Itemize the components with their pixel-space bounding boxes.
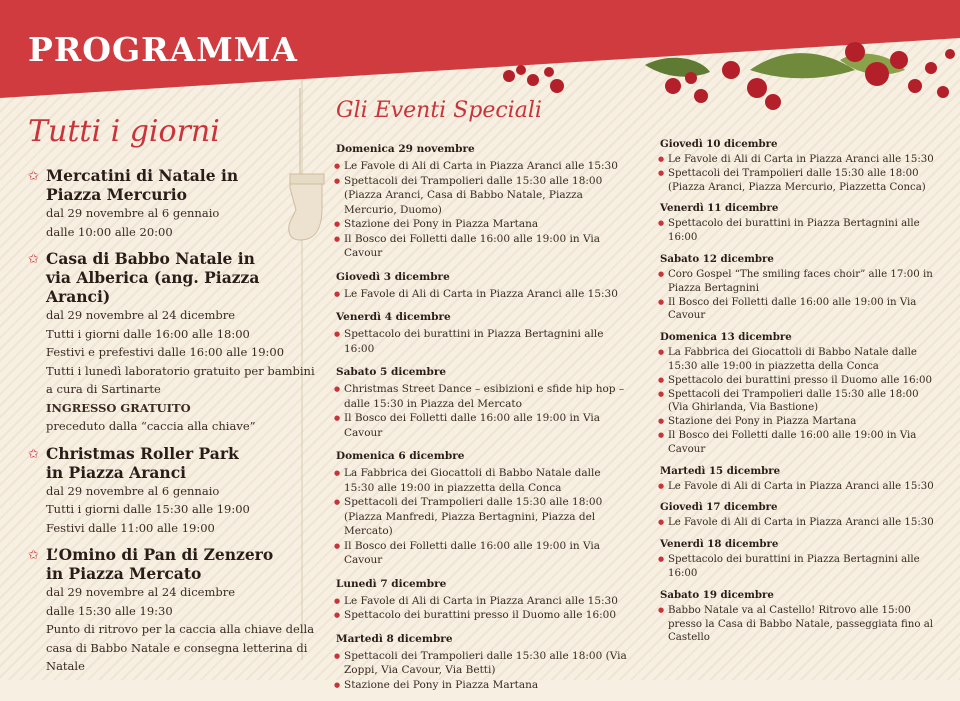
star-bullet-icon: ✩ — [28, 169, 39, 184]
day-block: Martedì 8 dicembre ● Spettacoli dei Trampolieri dalle 15:30 alle 18:00 (Via Zoppi, Via Cavour, Via Betti) ● Stazione dei Pony in Piazza Martana — [336, 632, 632, 693]
day-block: Martedì 15 dicembre ● Le Favole di Ali di Carta in Piazza Aranci alle 15:30 — [660, 465, 935, 494]
day-block: Lunedì 7 dicembre ● Le Favole di Ali di Carta in Piazza Aranci alle 15:30 ● Spettacolo dei burattini presso il Duomo alle 16:00 — [336, 577, 632, 623]
day-block: Domenica 6 dicembre ● La Fabbrica dei Giocattoli di Babbo Natale dalle 15:30 alle 19:00 in piazzetta della Conca ● Spettacoli dei Trampolieri dalle 15:30 alle 18:00 (Piazza Manfredi, Piazza Bertagnini, Piazza del Mercato) ● Il Bosco dei Folletti dalle 16:00 alle 19:00 in Via Cavour — [336, 449, 632, 568]
special-events-column-1 — [336, 142, 632, 701]
day-block: Sabato 12 dicembre ● Coro Gospel “The smiling faces choir” alle 17:00 in Piazza Bertagnini ● Il Bosco dei Folletti dalle 16:00 alle 19:00 in Via Cavour — [660, 253, 935, 323]
day-block: Domenica 13 dicembre ● La Fabbrica dei Giocattoli di Babbo Natale dalle 15:30 alle 19:00 in piazzetta della Conca ● Spettacolo dei burattini presso il Duomo alle 16:00 ● Spettacoli dei Trampolieri dalle 15:30 alle 18:00 (Via Ghirlanda, Via Bastione) ● Stazione dei Pony in Piazza Martana ● Il Bosco dei Folletti dalle 16:00 alle 19:00 in Via Cavour — [660, 331, 935, 456]
day-block: Giovedì 10 dicembre ● Le Favole di Ali di Carta in Piazza Aranci alle 15:30 ● Spettacoli dei Trampolieri dalle 15:30 alle 18:00 (Piazza Aranci, Piazza Mercurio, Piazzetta Conca) — [660, 138, 935, 194]
list-item: ✩ Casa di Babbo Natale in via Alberica (ang. Piazza Aranci) dal 29 novembre al 24 dicembre Tutti i giorni dalle 16:00 alle 18:00 Festivi e prefestivi dalle 16:00 alle 19:00 Tutti i lunedì laboratorio gratuito per bambini a cura di Sartinarte INGRESSO GRATUITO preceduto dalla “caccia alla chiave” — [28, 249, 315, 433]
holly-berries-icon — [495, 40, 960, 120]
day-block: Venerdì 18 dicembre ● Spettacolo dei burattini in Piazza Bertagnini alle 16:00 — [660, 538, 935, 581]
star-bullet-icon: ✩ — [28, 446, 39, 462]
list-item: ✩ Christmas Roller Park in Piazza Aranci dal 29 novembre al 6 gennaio Tutti i giorni dalle 15:30 alle 19:00 Festivi dalle 11:00 alle 19:00 — [28, 443, 250, 535]
star-bullet-icon: ✩ — [28, 548, 39, 563]
day-block: Domenica 29 novembre ● Le Favole di Ali di Carta in Piazza Aranci alle 15:30 ● Spettacoli dei Trampolieri dalle 15:30 alle 18:00 (Piazza Aranci, Casa di Babbo Natale, Piazza Mercurio, Duomo) ● Stazione dei Pony in Piazza Martana ● Il Bosco dei Folletti dalle 16:00 alle 19:00 in Via Cavour — [336, 142, 632, 261]
list-item: ✩ L’Omino di Pan di Zenzero in Piazza Mercato dal 29 novembre al 24 dicembre dalle 15:30 alle 19:30 Punto di ritrovo per la caccia alla chiave della casa di Babbo Natale e consegna letterina di Natale — [28, 545, 315, 673]
day-block: Sabato 19 dicembre ● Babbo Natale va al Castello! Ritrovo alle 15:00 presso la Casa di Babbo Natale, passeggiata fino al Castello — [660, 589, 935, 645]
page-title: PROGRAMMA — [28, 30, 298, 69]
section-heading-daily: Tutti i giorni — [28, 114, 220, 149]
list-item: ✩ Mercatini di Natale in Piazza Mercurio dal 29 novembre al 6 gennaio dalle 10:00 alle 20:00 — [28, 166, 239, 239]
day-block: Giovedì 17 dicembre ● Le Favole di Ali di Carta in Piazza Aranci alle 15:30 — [660, 501, 935, 530]
section-heading-special: Gli Eventi Speciali — [336, 98, 542, 123]
day-block: Giovedì 3 dicembre ● Le Favole di Ali di Carta in Piazza Aranci alle 15:30 — [336, 270, 632, 302]
day-block: Venerdì 4 dicembre ● Spettacolo dei burattini in Piazza Bertagnini alle 16:00 — [336, 310, 632, 356]
star-bullet-icon: ✩ — [28, 252, 39, 267]
daily-events-list — [28, 166, 328, 684]
day-block: Venerdì 11 dicembre ● Spettacolo dei burattini in Piazza Bertagnini alle 16:00 — [660, 202, 935, 245]
special-events-column-2 — [660, 138, 935, 653]
day-block: Sabato 5 dicembre ● Christmas Street Dance – esibizioni e sfide hip hop – dalle 15:30 in Piazza del Mercato ● Il Bosco dei Folletti dalle 16:00 alle 19:00 in Via Cavour — [336, 365, 632, 440]
